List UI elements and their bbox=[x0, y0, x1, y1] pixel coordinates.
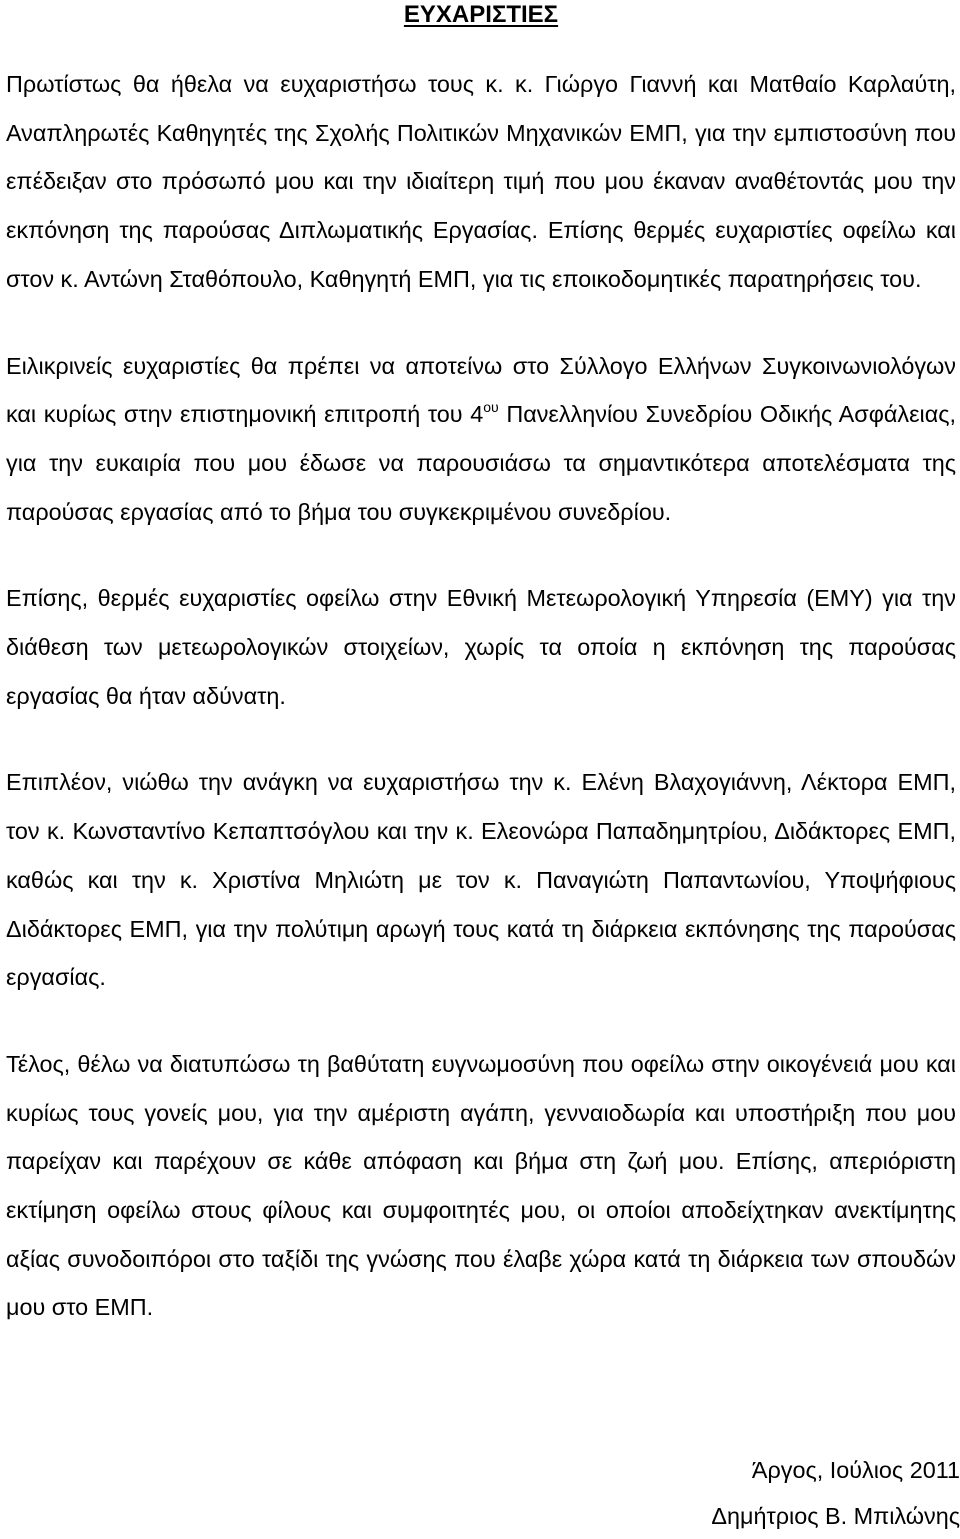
page-title: ΕΥΧΑΡΙΣΤΙΕΣ bbox=[403, 1, 559, 28]
document-page bbox=[6, 0, 956, 1332]
signature-block bbox=[711, 1447, 960, 1539]
paragraph-conference-text-start: Ειλικρινείς ευχαριστίες θα πρέπει να αποτείνω στο Σύλλογο Ελλήνων Συγκοινωνιολόγων και κυρίως στην επιστημονική επιτροπή του 4 bbox=[6, 352, 956, 428]
paragraph-conference-text-end: Πανελληνίου Συνεδρίου Οδικής Ασφάλειας, για την ευκαιρία που μου έδωσε να παρουσιάσω τα σημαντικότερα αποτελέσματα της παρούσας εργασίας από το βήμα του συγκεκριμένου συνεδρίου. bbox=[6, 401, 956, 525]
paragraph-meteorological-service: Επίσης, θερμές ευχαριστίες οφείλω στην Εθνική Μετεωρολογική Υπηρεσία (ΕΜΥ) για την διάθεση των μετεωρολογικών στοιχείων, χωρίς τα οποία η εκπόνηση της παρούσας εργασίας θα ήταν αδύνατη. bbox=[6, 585, 956, 709]
signature-place-date: Άργος, Ιούλιος 2011 bbox=[751, 1457, 960, 1483]
signature-name: Δημήτριος Β. Μπιλώνης bbox=[711, 1503, 960, 1529]
ordinal-superscript: ου bbox=[483, 399, 499, 416]
paragraph-family-friends: Τέλος, θέλω να διατυπώσω τη βαθύτατη ευγνωμοσύνη που οφείλω στην οικογένειά μου και κυρίως τους γονείς μου, για την αμέριστη αγάπη, γενναιοδωρία και υποστήριξη που μου παρείχαν και παρέχουν σε κάθε απόφαση και βήμα στη ζωή μου. Επίσης, απεριόριστη εκτίμηση οφείλω στους φίλους και συμφοιτητές μου, οι οποίοι αποδείχτηκαν ανεκτίμητης αξίας συνοδοιπόροι στο ταξίδι της γνώσης που έλαβε χώρα κατά τη διάρκεια των σπουδών μου στο ΕΜΠ. bbox=[6, 1050, 956, 1321]
paragraph-conference bbox=[6, 342, 956, 537]
paragraph-colleagues: Επιπλέον, νιώθω την ανάγκη να ευχαριστήσω την κ. Ελένη Βλαχογιάννη, Λέκτορα ΕΜΠ, τον κ. Κωνσταντίνο Κεπαπτσόγλου και την κ. Ελεονώρα Παπαδημητρίου, Διδάκτορες ΕΜΠ, καθώς και την κ. Χριστίνα Μηλιώτη με τον κ. Παναγιώτη Παπαντωνίου, Υποψήφιους Διδάκτορες ΕΜΠ, για την πολύτιμη αρωγή τους κατά τη διάρκεια εκπόνησης της παρούσας εργασίας. bbox=[6, 769, 956, 991]
paragraph-supervisors: Πρωτίστως θα ήθελα να ευχαριστήσω τους κ. κ. Γιώργο Γιαννή και Ματθαίο Καρλαύτη, Αναπληρωτές Καθηγητές της Σχολής Πολιτικών Μηχανικών ΕΜΠ, για την εμπιστοσύνη που επέδειξαν στο πρόσωπό μου και την ιδιαίτερη τιμή που μου έκαναν αναθέτοντάς μου την εκπόνηση της παρούσας Διπλωματικής Εργασίας. Επίσης θερμές ευχαριστίες οφείλω και στον κ. Αντώνη Σταθόπουλο, Καθηγητή ΕΜΠ, για τις εποικοδομητικές παρατηρήσεις του. bbox=[6, 71, 956, 292]
